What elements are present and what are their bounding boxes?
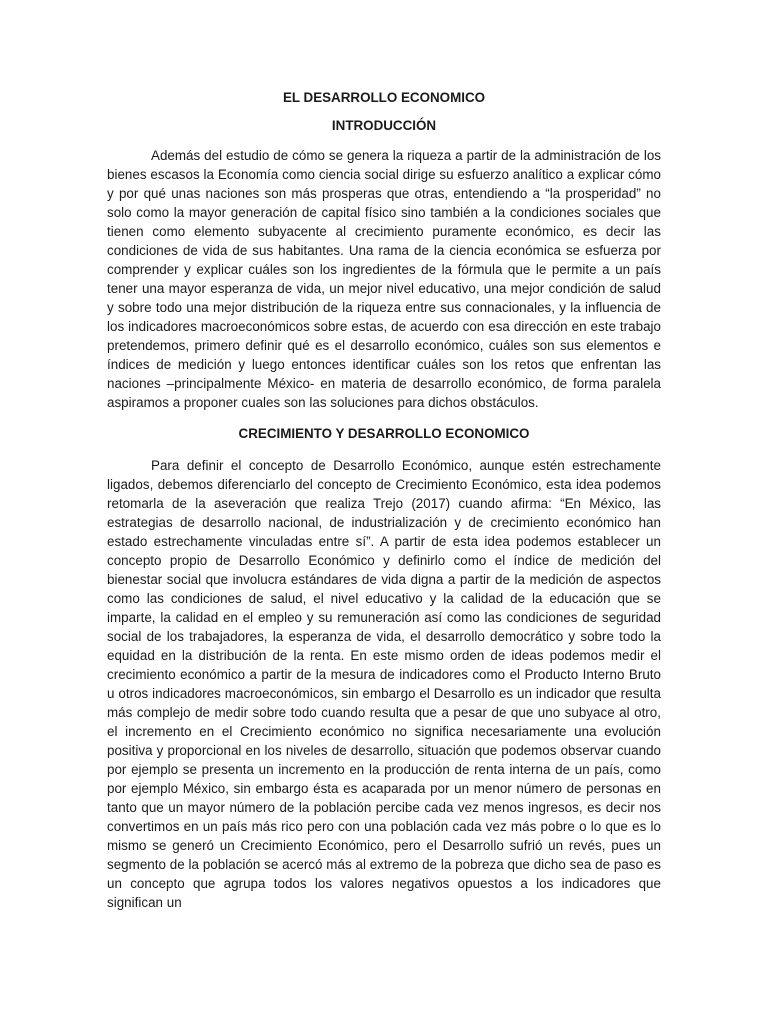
document-body [107, 88, 661, 912]
paragraph-introduccion: Además del estudio de cómo se genera la riqueza a partir de la administración de los bienes escasos la Economía como ciencia social dirige su esfuerzo analítico a explicar cómo y por qué unas naciones son más prosperas que otras, entendiendo a “la prosperidad” no solo como la mayor generación de capital físico sino también a la condiciones sociales que tienen como elemento subyacente al crecimiento puramente económico, es decir las condiciones de vida de sus habitantes. Una rama de la ciencia económica se esfuerza por comprender y explicar cuáles son los ingredientes de la fórmula que le permite a un país tener una mayor esperanza de vida, un mejor nivel educativo, una mejor condición de salud y sobre todo una mejor distribución de la riqueza entre sus connacionales, y la influencia de los indicadores macroeconómicos sobre estas, de acuerdo con esa dirección en este trabajo pretendemos, primero definir qué es el desarrollo económico, cuáles son sus elementos e índices de medición y luego entonces identificar cuáles son los retos que enfrentan las naciones –principalmente México- en materia de desarrollo económico, de forma paralela aspiramos a proponer cuales son las soluciones para dichos obstáculos. [107, 148, 661, 410]
document-title: EL DESARROLLO ECONOMICO [282, 90, 486, 105]
section-heading-introduccion: INTRODUCCIÓN [331, 118, 437, 133]
section-heading-crecimiento: CRECIMIENTO Y DESARROLLO ECONOMICO [238, 426, 530, 441]
paragraph-crecimiento: Para definir el concepto de Desarrollo Económico, aunque estén estrechamente ligados, debemos diferenciarlo del concepto de Crecimiento Económico, esta idea podemos retomarla de la aseveración que realiza Trejo (2017) cuando afirma: “En México, las estrategias de desarrollo nacional, de industrialización y de crecimiento económico han estado estrechamente vinculadas entre sí”. A partir de esta idea podemos establecer un concepto propio de Desarrollo Económico y definirlo como el índice de medición del bienestar social que involucra estándares de vida digna a partir de la medición de aspectos como las condiciones de salud, el nivel educativo y la calidad de la educación que se imparte, la calidad en el empleo y su remuneración así como las condiciones de seguridad social de los trabajadores, la esperanza de vida, el desarrollo democrático y sobre todo la equidad en la distribución de la renta. En este mismo orden de ideas podemos medir el crecimiento económico a partir de la mesura de indicadores como el Producto Interno Bruto u otros indicadores macroeconómicos, sin embargo el Desarrollo es un indicador que resulta más complejo de medir sobre todo cuando resulta que a pesar de que uno subyace al otro, el incremento en el Crecimiento económico no significa necesariamente una evolución positiva y proporcional en los niveles de desarrollo, situación que podemos observar cuando por ejemplo se presenta un incremento en la producción de renta interna de un país, como por ejemplo México, sin embargo ésta es acaparada por un menor número de personas en tanto que un mayor número de la población percibe cada vez menos ingresos, es decir nos convertimos en un país más rico pero con una población cada vez más pobre o lo que es lo mismo se generó un Crecimiento Económico, pero el Desarrollo sufrió un revés, pues un segmento de la población se acercó más al extremo de la pobreza que dicho sea de paso es un concepto que agrupa todos los valores negativos opuestos a los indicadores que significan un [107, 458, 661, 910]
